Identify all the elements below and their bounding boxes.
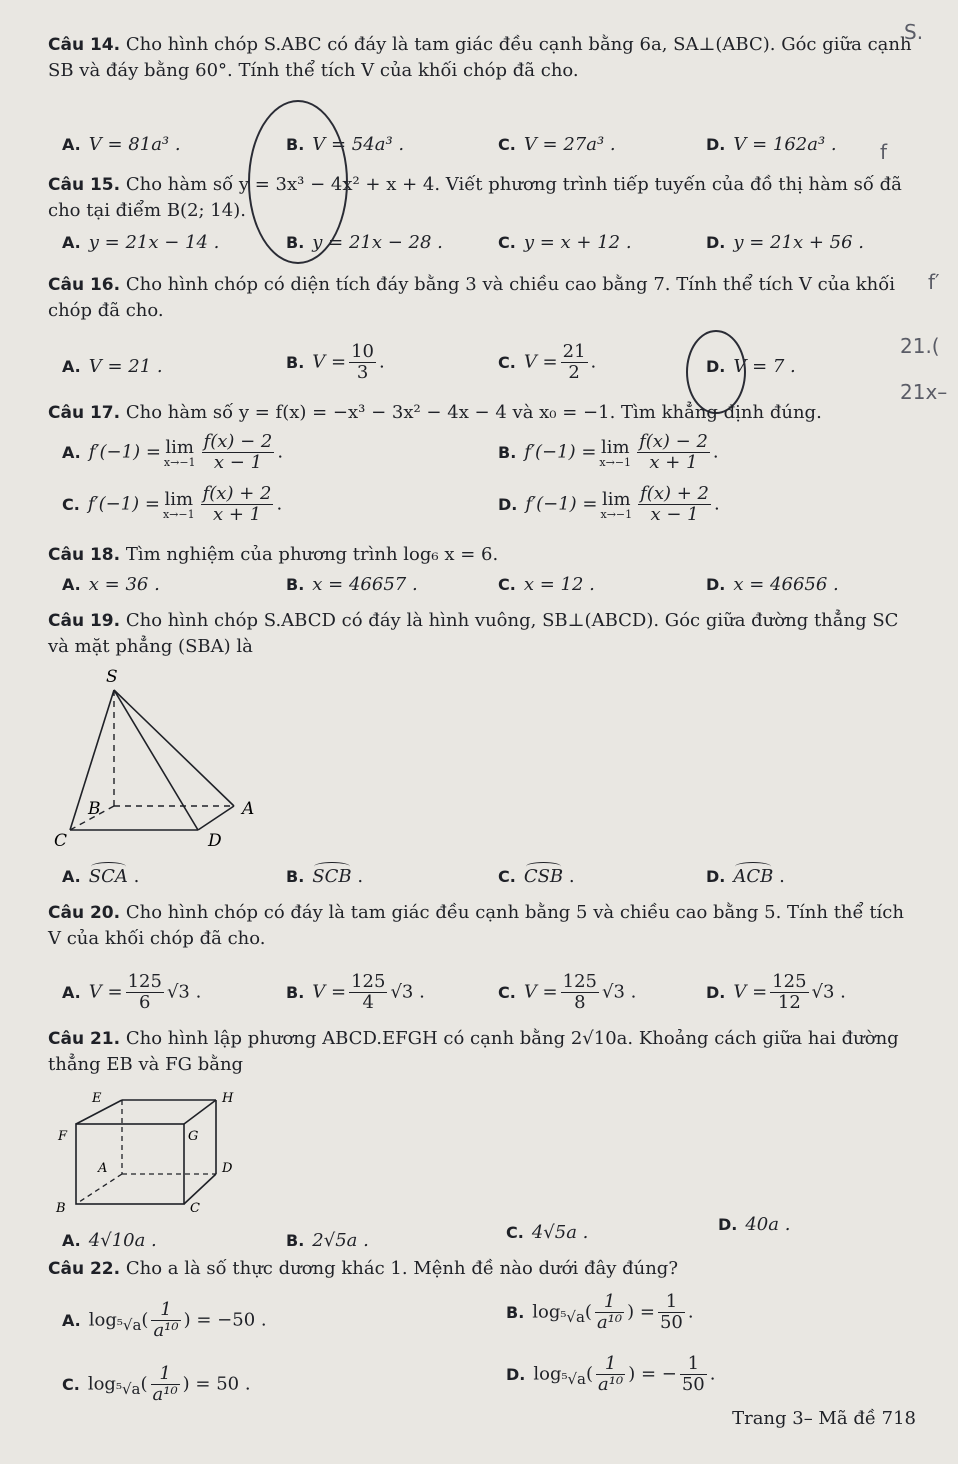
q17-option-d-num: f(x) + 2 [640, 483, 709, 504]
q14-option-a-key: A. [62, 135, 81, 154]
q22-option-d[interactable]: D. $\log_{^5√a}$( $\frac{1}{\text{a¹⁰}}$ ) = − $\frac{1}{50}$ . [506, 1353, 716, 1395]
q20-option-b-lhs: V = [312, 981, 347, 1003]
q18-option-c-text: x = 12 . [523, 574, 595, 595]
q16-option-a-text: V = 21 . [88, 356, 163, 377]
q18-option-d[interactable] [706, 574, 839, 595]
q16-option-c-den: 2 [568, 362, 580, 383]
cube-figure [52, 1088, 252, 1218]
q21-option-c-key: C. [506, 1223, 524, 1242]
label-d: D [222, 1161, 233, 1176]
label-b: B [56, 1201, 66, 1216]
page-footer: Trang 3– Mã đề 718 [732, 1408, 916, 1429]
q17-option-c-key: C. [62, 494, 80, 514]
q18-option-b[interactable] [286, 574, 418, 595]
q21-option-c[interactable] [506, 1222, 588, 1243]
q17-option-a-lim-sub: x→−1 [163, 456, 196, 469]
q20-option-b[interactable] [286, 972, 425, 1013]
q17-option-d-den: x − 1 [650, 504, 699, 525]
handwriting-note-3: f [880, 140, 888, 164]
q22-option-c-key: C. [62, 1374, 80, 1394]
q18-option-b-key: B. [286, 575, 305, 594]
q19-option-a-text: SCA [88, 866, 128, 887]
q18-option-a[interactable] [62, 574, 160, 595]
q20-option-d-key: D. [706, 982, 726, 1002]
q17-option-d-lim: lim [602, 489, 631, 510]
question-14-title: Câu 14. [48, 35, 121, 55]
q20-option-d[interactable] [706, 972, 846, 1013]
q19-option-c-key: C. [498, 867, 516, 886]
q20-option-d-den: 12 [777, 992, 801, 1013]
q17-option-a[interactable]: A. f′(−1) = lim x→−1 $\frac{f(x) - 2}{x - 1}$ . [62, 431, 284, 473]
q16-option-c-tail: . [590, 351, 597, 373]
q15-option-b[interactable] [286, 232, 443, 253]
question-21-title: Câu 21. [48, 1029, 121, 1049]
q22-option-d-den: a¹⁰ [598, 1374, 624, 1395]
q15-option-d[interactable] [706, 232, 864, 253]
q16-option-c-key: C. [498, 352, 516, 372]
q20-option-c-key: C. [498, 982, 516, 1002]
q22-option-c-rhs: = 50 . [195, 1373, 251, 1395]
q16-option-b[interactable] [286, 342, 385, 383]
label-d: D [208, 831, 222, 851]
q22-option-b-rhs: = [639, 1301, 655, 1323]
q17-option-d-lim-sub: x→−1 [600, 508, 633, 521]
q18-option-d-text: x = 46656 . [733, 574, 839, 595]
q21-option-b-text: 2√5a . [312, 1230, 369, 1251]
question-20 [48, 900, 916, 952]
question-17-title: Câu 17. [48, 403, 121, 423]
q18-option-c-key: C. [498, 575, 516, 594]
question-14-text: Cho hình chóp S.ABC có đáy là tam giác đều cạnh bằng 6a, SA⊥(ABC). Góc giữa cạnh SB và đáy bằng 60°. Tính thể tích V của khối chóp đã cho. [48, 34, 912, 81]
q17-option-a-den: x − 1 [213, 452, 263, 473]
q16-option-c-num: 21 [562, 341, 586, 362]
question-17-text: Cho hàm số y = f(x) = −x³ − 3x² − 4x − 4 và x₀ = −1. Tìm khẳng định đúng. [125, 402, 822, 423]
q20-option-b-tail: √3 . [390, 981, 425, 1003]
question-19 [48, 608, 916, 660]
q22-option-a-base: ⁵√a [116, 1316, 142, 1335]
q20-option-c-tail: √3 . [602, 981, 637, 1003]
question-15-title: Câu 15. [48, 175, 121, 195]
q17-option-c-lim: lim [164, 489, 194, 510]
label-f: F [58, 1129, 68, 1144]
label-s: S [106, 667, 118, 687]
q17-option-d-lhs: f′(−1) = [525, 493, 598, 515]
question-14 [48, 32, 916, 84]
q16-option-b-key: B. [286, 352, 305, 372]
q16-option-b-tail: . [379, 351, 385, 373]
question-16-text: Cho hình chóp có diện tích đáy bằng 3 và chiều cao bằng 7. Tính thể tích V của khối chóp đã cho. [48, 274, 896, 321]
q18-option-c[interactable] [498, 574, 595, 595]
question-22-title: Câu 22. [48, 1259, 121, 1279]
q16-option-d-key: D. [706, 357, 726, 376]
question-18 [48, 542, 916, 568]
question-17 [48, 400, 916, 426]
q22-option-d-base: ⁵√a [561, 1370, 586, 1389]
q22-option-b-key: B. [506, 1302, 525, 1322]
q21-option-d[interactable] [718, 1214, 790, 1235]
q22-option-c-base: ⁵√a [115, 1380, 141, 1399]
q22-option-d-rhs: = − [640, 1363, 677, 1385]
handwriting-note-4: f′ [928, 270, 940, 294]
q14-option-a-text: V = 81a³ . [88, 134, 181, 155]
q19-option-c[interactable]: C. CSB . [498, 866, 575, 887]
q22-option-a-rhs: = −50 . [196, 1309, 267, 1331]
q22-option-a[interactable]: A. $\log_{^5√a}$( $\frac{1}{\text{a¹⁰}}$ ) = −50 . [62, 1299, 267, 1341]
q20-option-c-lhs: V = [523, 981, 558, 1003]
q22-option-a-key: A. [62, 1310, 81, 1330]
q22-option-d-log: log [533, 1363, 562, 1385]
q15-option-c[interactable] [498, 232, 632, 253]
label-e: E [92, 1091, 102, 1106]
q19-option-d[interactable]: D. ACB . [706, 866, 785, 887]
q17-option-b-key: B. [498, 442, 517, 462]
q22-option-d-tail: . [709, 1363, 716, 1385]
q22-option-c[interactable]: C. $\log_{^5√a}$( $\frac{1}{\text{a¹⁰}}$ ) = 50 . [62, 1363, 251, 1405]
q20-option-d-tail: √3 . [811, 981, 846, 1003]
q22-option-b-rnum: 1 [658, 1292, 685, 1313]
q17-option-a-lhs: f′(−1) = [88, 441, 161, 463]
label-c: C [54, 831, 68, 851]
q14-option-d-key: D. [706, 135, 726, 154]
q20-option-a-key: A. [62, 982, 81, 1002]
label-h: H [222, 1091, 234, 1106]
q20-option-d-lhs: V = [733, 981, 768, 1003]
q16-option-b-num: 10 [351, 341, 374, 362]
handwriting-note-1: 21.( [900, 334, 940, 358]
q21-option-c-text: 4√5a . [531, 1222, 589, 1243]
q18-option-a-text: x = 36 . [88, 574, 160, 595]
q15-option-b-text: y = 21x − 28 . [312, 232, 443, 253]
q22-option-b-base: ⁵√a [560, 1308, 585, 1327]
q19-option-d-key: D. [706, 867, 726, 886]
q17-option-a-lim: lim [165, 437, 195, 458]
q15-option-b-key: B. [286, 233, 305, 252]
question-19-title: Câu 19. [48, 611, 121, 631]
q17-option-d[interactable]: D. f′(−1) = lim x→−1 $\frac{f(x) + 2}{x - 1}$ . [498, 483, 720, 525]
q19-option-a[interactable]: A. SCA . [62, 866, 140, 887]
q22-option-b-num: 1 [595, 1292, 624, 1313]
label-c: C [190, 1201, 200, 1216]
q22-option-b[interactable]: B. $\log_{^5√a}$( $\frac{1}{\text{a¹⁰}}$ ) = $\frac{1}{50}$ . [506, 1291, 694, 1333]
q14-option-c[interactable] [498, 134, 616, 155]
question-21-text: Cho hình lập phương ABCD.EFGH có cạnh bằng 2√10a. Khoảng cách giữa hai đường thẳng EB và FG bằng [48, 1028, 899, 1075]
q22-option-c-log: log [87, 1373, 116, 1395]
q16-option-a[interactable] [62, 356, 163, 377]
q20-option-a[interactable] [62, 972, 201, 1013]
label-b: B [88, 799, 101, 819]
q21-option-b-key: B. [286, 1231, 305, 1250]
q14-option-b-text: V = 54a³ . [312, 134, 405, 155]
q16-option-a-key: A. [62, 357, 81, 376]
label-g: G [188, 1129, 199, 1144]
q14-option-c-key: C. [498, 135, 516, 154]
q20-option-a-tail: √3 . [166, 981, 202, 1003]
label-a: A [242, 799, 255, 819]
q15-option-d-text: y = 21x + 56 . [733, 232, 864, 253]
q19-option-d-text: ACB [733, 866, 774, 887]
q14-option-d-text: V = 162a³ . [733, 134, 837, 155]
q16-option-b-lhs: V = [312, 351, 347, 373]
q16-option-c[interactable] [498, 342, 596, 383]
q22-option-b-tail: . [687, 1301, 694, 1323]
q21-option-d-key: D. [718, 1215, 738, 1234]
q17-option-a-num: f(x) − 2 [203, 431, 273, 452]
q21-option-a-text: 4√10a . [88, 1230, 157, 1251]
q22-option-d-rnum: 1 [680, 1354, 707, 1375]
q19-option-b-text: SCB [312, 866, 352, 887]
q20-option-b-num: 125 [351, 971, 386, 992]
q19-option-c-text: CSB [523, 866, 564, 887]
q19-option-b-key: B. [286, 867, 305, 886]
q20-option-c-num: 125 [562, 971, 597, 992]
q15-option-a-text: y = 21x − 14 . [88, 232, 220, 253]
question-20-title: Câu 20. [48, 903, 121, 923]
q21-option-b[interactable] [286, 1230, 369, 1251]
q22-option-d-rden: 50 [681, 1374, 705, 1395]
q18-option-b-text: x = 46657 . [312, 574, 418, 595]
question-19-text: Cho hình chóp S.ABCD có đáy là hình vuông, SB⊥(ABCD). Góc giữa đường thẳng SC và mặt phẳng (SBA) là [48, 610, 899, 657]
q17-option-c-den: x + 1 [212, 504, 262, 525]
q22-option-b-rden: 50 [659, 1312, 683, 1333]
q17-option-c-num: f(x) + 2 [202, 483, 272, 504]
q17-option-b-lim: lim [600, 437, 630, 458]
q22-option-d-num: 1 [596, 1354, 625, 1375]
q21-option-a-key: A. [62, 1231, 81, 1250]
q17-option-c-lhs: f′(−1) = [87, 493, 160, 515]
q15-option-d-key: D. [706, 233, 726, 252]
handwriting-note-5: S. [904, 20, 924, 44]
q14-option-b-key: B. [286, 135, 305, 154]
q17-option-b[interactable]: B. f′(−1) = lim x→−1 $\frac{f(x) - 2}{x + 1}$ . [498, 431, 719, 473]
question-16-title: Câu 16. [48, 275, 121, 295]
q20-option-a-den: 6 [139, 992, 151, 1013]
q22-option-d-key: D. [506, 1364, 526, 1384]
q16-option-b-den: 3 [356, 362, 369, 383]
q17-option-b-lim-sub: x→−1 [599, 456, 632, 469]
question-22 [48, 1256, 916, 1282]
q21-option-a[interactable] [62, 1230, 157, 1251]
q20-option-d-num: 125 [772, 971, 807, 992]
q16-option-c-lhs: V = [523, 351, 558, 373]
q20-option-c-den: 8 [574, 992, 586, 1013]
pyramid-figure [50, 664, 270, 860]
question-18-text: Tìm nghiệm của phương trình log₆ x = 6. [125, 544, 499, 565]
q20-option-a-num: 125 [127, 971, 162, 992]
handwriting-note-2: 21x– [900, 380, 948, 404]
question-21 [48, 1026, 916, 1078]
q14-option-d[interactable] [706, 134, 837, 155]
q19-option-b[interactable]: B. SCB . [286, 866, 364, 887]
q17-option-b-lhs: f′(−1) = [524, 441, 597, 463]
q20-option-b-key: B. [286, 982, 305, 1002]
q20-option-a-lhs: V = [88, 981, 123, 1003]
question-15 [48, 172, 916, 224]
q22-option-a-num: 1 [151, 1300, 180, 1321]
q20-option-c[interactable] [498, 972, 636, 1013]
q22-option-c-den: a¹⁰ [152, 1384, 178, 1405]
q17-option-c[interactable]: C. f′(−1) = lim x→−1 $\frac{f(x) + 2}{x + 1}$ . [62, 483, 283, 525]
q18-option-d-key: D. [706, 575, 726, 594]
q14-option-a[interactable] [62, 134, 181, 155]
q15-option-c-text: y = x + 12 . [523, 232, 632, 253]
q17-option-b-den: x + 1 [649, 452, 698, 473]
question-15-text: Cho hàm số y = 3x³ − 4x² + x + 4. Viết phương trình tiếp tuyến của đồ thị hàm số đã cho tại điểm B(2; 14). [48, 174, 902, 221]
question-18-title: Câu 18. [48, 545, 121, 565]
q15-option-c-key: C. [498, 233, 516, 252]
question-22-text: Cho a là số thực dương khác 1. Mệnh đề nào dưới đây đúng? [125, 1258, 678, 1279]
q22-option-b-den: a¹⁰ [596, 1312, 623, 1333]
question-20-text: Cho hình chóp có đáy là tam giác đều cạnh bằng 5 và chiều cao bằng 5. Tính thể tích V của khối chóp đã cho. [48, 902, 904, 949]
label-a: A [98, 1161, 108, 1176]
q19-option-a-key: A. [62, 867, 81, 886]
q17-option-d-key: D. [498, 494, 518, 514]
q18-option-a-key: A. [62, 575, 81, 594]
q20-option-b-den: 4 [362, 992, 374, 1013]
question-16 [48, 272, 916, 324]
q17-option-c-lim-sub: x→−1 [162, 508, 195, 521]
q22-option-a-log: log [88, 1309, 117, 1331]
q22-option-c-num: 1 [151, 1364, 180, 1385]
q22-option-b-log: log [532, 1301, 561, 1323]
q17-option-b-num: f(x) − 2 [639, 431, 708, 452]
q22-option-a-den: a¹⁰ [153, 1320, 179, 1341]
q15-option-a-key: A. [62, 233, 81, 252]
q14-option-c-text: V = 27a³ . [523, 134, 616, 155]
q16-option-d-text: V = 7 . [733, 356, 796, 377]
q17-option-a-key: A. [62, 442, 81, 462]
q15-option-a[interactable] [62, 232, 219, 253]
q21-option-d-text: 40a . [745, 1214, 791, 1235]
